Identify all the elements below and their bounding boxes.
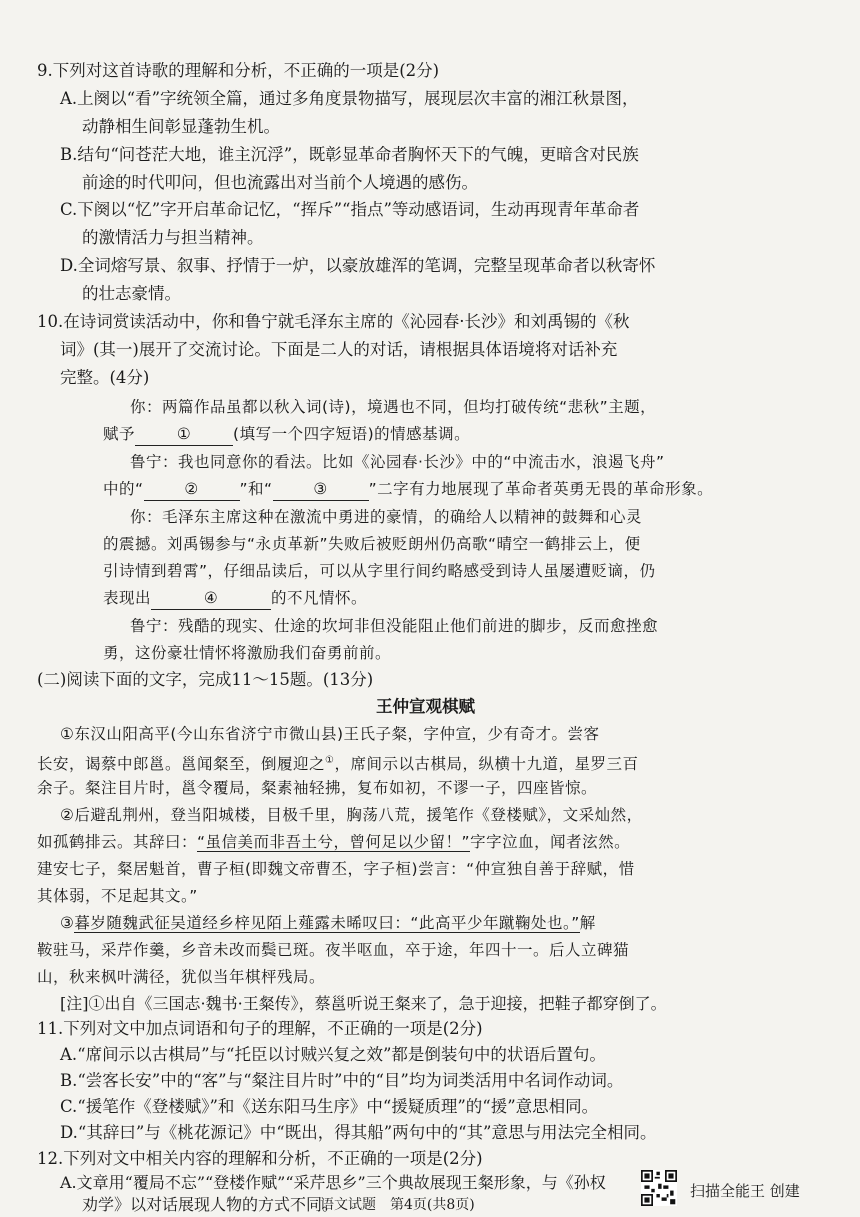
page-footer: 语文试题 第4页(共8页)	[320, 1197, 475, 1213]
q9-option-d-cont: 的壮志豪情。	[82, 284, 181, 303]
q9-option-b-cont: 前途的时代叩问，但也流露出对当前个人境遇的感伤。	[82, 173, 478, 192]
underlined-sentence: 暮岁随魏武征吴道经乡梓见陌上薤露未晞叹曰：“此高平少年蹴鞠处也。”	[74, 914, 580, 932]
dialogue-text: (填写一个四字短语)的情感基调。	[233, 425, 471, 443]
q11-option-d: D.“其辞曰”与《桃花源记》中“既出，得其船”两句中的“其”意思与用法完全相同。	[60, 1123, 657, 1142]
answer-blank-1[interactable]: ①	[135, 423, 233, 446]
q9-option-a: A.上阕以“看”字统领全篇，通过多角度景物描写，展现层次丰富的湘江秋景图，	[60, 89, 639, 108]
dialogue-text: 表现出	[103, 589, 152, 607]
q12-option-a-cont: 劝学》以对话展现人物的方式不同。	[82, 1195, 339, 1214]
answer-blank-3[interactable]: ③	[273, 478, 369, 501]
dialogue-text: ”二字有力地展现了革命者英勇无畏的革命形象。	[368, 480, 714, 498]
q11-option-a: A.“席间示以古棋局”与“托臣以讨贼兴复之效”都是倒装句中的状语后置句。	[60, 1045, 606, 1064]
dialogue-line: 引诗情到碧霄”，仔细品读后，可以从字里行间约略感受到诗人虽屡遭贬谪，仍	[103, 562, 656, 580]
passage-line: 余子。粲注目片时，邕令覆局，粲素袖轻拂，复布如初，不谬一子，四座皆惊。	[37, 779, 598, 797]
q11-option-c: C.“援笔作《登楼赋》”和《送东阳马生序》中“援疑质理”的“援”意思相同。	[60, 1097, 599, 1116]
passage-line: ②后避乱荆州，登当阳城楼，目极千里，胸荡八荒，援笔作《登楼赋》，文采灿然，	[60, 806, 643, 824]
q12-stem: 12.下列对文中相关内容的理解和分析，不正确的一项是(2分)	[37, 1149, 483, 1168]
dialogue-text: ”和“	[239, 480, 273, 498]
q10-stem: 10.在诗词赏读活动中，你和鲁宁就毛泽东主席的《沁园春·长沙》和刘禹锡的《秋	[37, 312, 630, 331]
passage-text: 字字泣血，闻者泫然。	[470, 833, 631, 851]
passage-line: 建安七子，粲居魁首，曹子桓(即魏文帝曹丕，字子桓)尝言：“仲宣独自善于辞赋，惜	[37, 860, 635, 878]
passage-text: 解	[579, 914, 596, 932]
q9-option-c-cont: 的激情活力与担当精神。	[82, 228, 264, 247]
q9-stem: 9.下列对这首诗歌的理解和分析，不正确的一项是(2分)	[37, 61, 440, 80]
watermark: 扫描全能王 创建	[690, 1182, 800, 1200]
answer-blank-2[interactable]: ②	[144, 478, 240, 501]
q10-stem-cont: 词》(其一)展开了交流讨论。下面是二人的对话，请根据具体语境将对话补充	[60, 340, 618, 359]
dialogue-text: 赋予	[103, 425, 136, 443]
q10-stem-cont2: 完整。(4分)	[60, 368, 150, 387]
q9-option-d: D.全词熔写景、叙事、抒情于一炉，以豪放雄浑的笔调，完整呈现革命者以秋寄怀	[60, 256, 656, 275]
passage-line: 山，秋来枫叶满径，犹似当年棋枰残局。	[37, 968, 326, 986]
q11-stem: 11.下列对文中加点词语和句子的理解，不正确的一项是(2分)	[37, 1019, 483, 1038]
q11-option-b: B.“尝客长安”中的“客”与“粲注目片时”中的“目”均为词类活用中名词作动词。	[60, 1071, 624, 1090]
q9-option-b: B.结句“问苍茫大地，谁主沉浮”，既彰显革命者胸怀天下的气魄，更暗含对民族	[60, 145, 639, 164]
passage-title: 王仲宣观棋赋	[376, 697, 475, 716]
dialogue-line: 勇，这份豪壮情怀将激励我们奋勇前前。	[103, 644, 392, 662]
dialogue-line: 的震撼。刘禹锡参与“永贞革新”失败后被贬朗州仍高歌“晴空一鹤排云上，便	[103, 535, 641, 553]
dialogue-line: 你：两篇作品虽都以秋入词(诗)，境遇也不同，但均打破传统“悲秋”主题，	[130, 398, 657, 416]
passage-line: ①东汉山阳高平(今山东省济宁市微山县)王氏子粲，字仲宣，少有奇才。尝客	[60, 725, 600, 743]
passage-text: 长安，谒蔡中郎邕。邕闻粲至，倒履迎之	[37, 755, 326, 774]
qr-code-icon	[641, 1170, 677, 1206]
footnote: [注]①出自《三国志·魏书·王粲传》，蔡邕听说王粲来了，急于迎接，把鞋子都穿倒了。	[60, 994, 667, 1013]
footnote-marker: ①	[325, 755, 335, 766]
dialogue-line: 鲁宁：我也同意你的看法。比如《沁园春·长沙》中的“中流击水，浪遏飞舟”	[130, 453, 665, 471]
section-heading: (二)阅读下面的文字，完成11～15题。(13分)	[37, 670, 374, 689]
answer-blank-4[interactable]: ④	[151, 587, 271, 610]
q9-option-a-cont: 动静相生间彰显蓬勃生机。	[82, 117, 280, 136]
passage-text: 如孤鹤排云。其辞曰：	[37, 833, 198, 851]
dialogue-line: 你：毛泽东主席这种在激流中勇进的豪情，的确给人以精神的鼓舞和心灵	[130, 508, 643, 526]
dialogue-line: 鲁宁：残酷的现实、仕途的坎坷非但没能阻止他们前进的脚步，反而愈挫愈	[130, 617, 659, 635]
passage-line: 其体弱，不足起其文。”	[37, 887, 198, 905]
q12-option-a: A.文章用“覆局不忘”“登楼作赋”“采芹思乡”三个典故展现王粲形象，与《孙权	[60, 1173, 606, 1192]
passage-line: 鞍驻马，采芹作羹，乡音未改而鬓已斑。夜半呕血，卒于途，年四十一。后人立碑猫	[37, 941, 630, 959]
q9-option-c: C.下阕以“忆”字开启革命记忆，“挥斥”“指点”等动感语词，生动再现青年革命者	[60, 200, 640, 219]
underlined-quote: “虽信美而非吾土兮，曾何足以少留！”	[197, 833, 471, 851]
passage-text: ③	[60, 914, 75, 932]
dialogue-text: 的不凡情怀。	[271, 589, 368, 607]
passage-text: ，席间示以古棋局，纵横十九道，星罗三百	[334, 755, 639, 774]
dialogue-text: 中的“	[103, 480, 144, 498]
